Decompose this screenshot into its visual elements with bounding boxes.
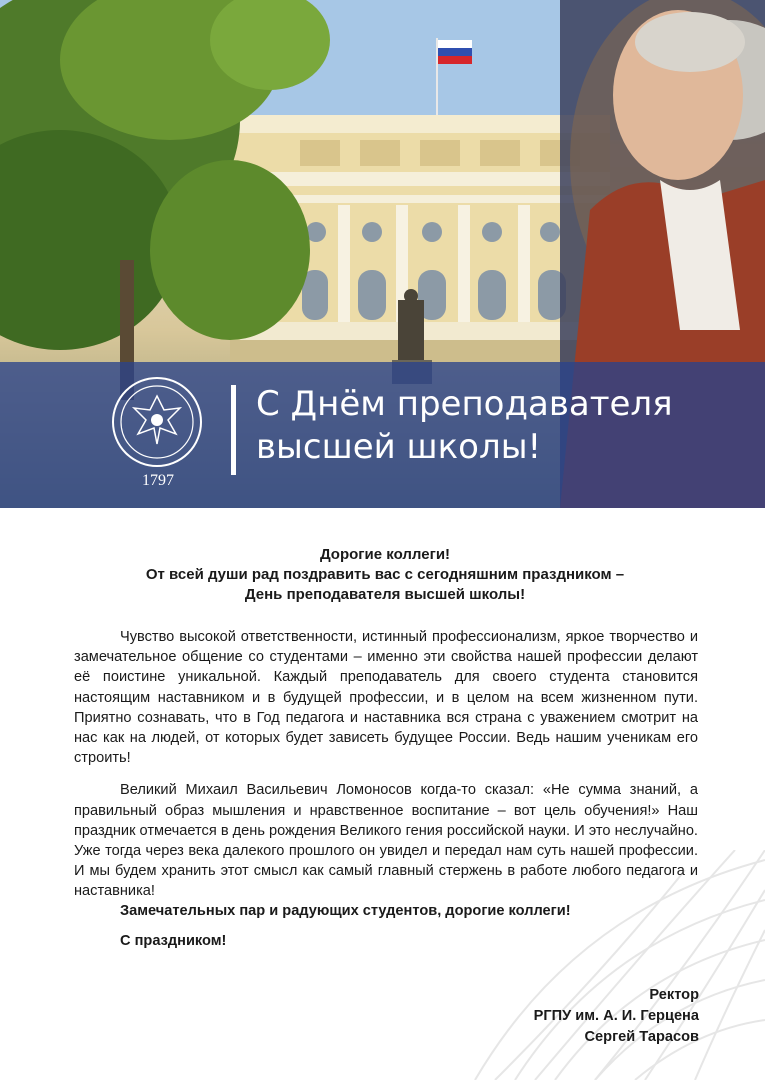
letter-body — [74, 627, 698, 914]
title-line-1: С Днём преподавателя — [256, 384, 673, 424]
university-seal-icon — [104, 372, 210, 478]
body-paragraph-1: Чувство высокой ответственности, истинный профессионализм, яркое творчество и замечательное общение со студентами – именно эти свойства нашей профессии делают её поистине уникальной. Каждый преподаватель для своего студента становится настоящим наставником и в будущей профессии, и в целом на всем жизненном пути. Приятно сознавать, что в Год педагога и наставника вся страна с уважением смотрит на нас как на людей, от которых будет зависеть будущее России. Ведь нашим ученикам его строить! — [74, 629, 698, 767]
greeting-line-1: Дорогие коллеги! — [319, 546, 451, 563]
title-divider — [231, 385, 236, 475]
closing-wish: Замечательных пар и радующих студентов, дорогие коллеги! — [120, 903, 571, 919]
signature-role: Ректор — [649, 987, 699, 1003]
seal-year: 1797 — [142, 472, 174, 489]
signature-block — [534, 985, 699, 1048]
flag-blue — [438, 48, 472, 56]
greeting-header — [40, 545, 730, 605]
closing-congrats: С праздником! — [120, 933, 227, 949]
title-line-2: высшей школы! — [256, 427, 542, 467]
signature-university: РГПУ им. А. И. Герцена — [533, 1008, 699, 1024]
flag-red — [438, 56, 472, 64]
signature-name: Сергей Тарасов — [584, 1029, 699, 1045]
flag-white — [438, 40, 472, 48]
greeting-line-2: От всей души рад поздравить вас с сегодняшним праздником – — [145, 566, 625, 583]
page-title — [256, 383, 756, 469]
greeting-line-3: День преподавателя высшей школы! — [244, 586, 526, 603]
body-paragraph-2: Великий Михаил Васильевич Ломоносов когда-то сказал: «Не сумма знаний, а правильный образ мышления и нравственное воспитание – вот цель обучения!» Наш праздник отмечается в день рождения Великого гения российской науки. И это неслучайно. Уже тогда через века далекого прошлого он увидел и передал нам суть нашей профессии. И мы будем хранить этот смысл как самый главный стержень в работе любого педагога и наставника! — [74, 782, 698, 900]
